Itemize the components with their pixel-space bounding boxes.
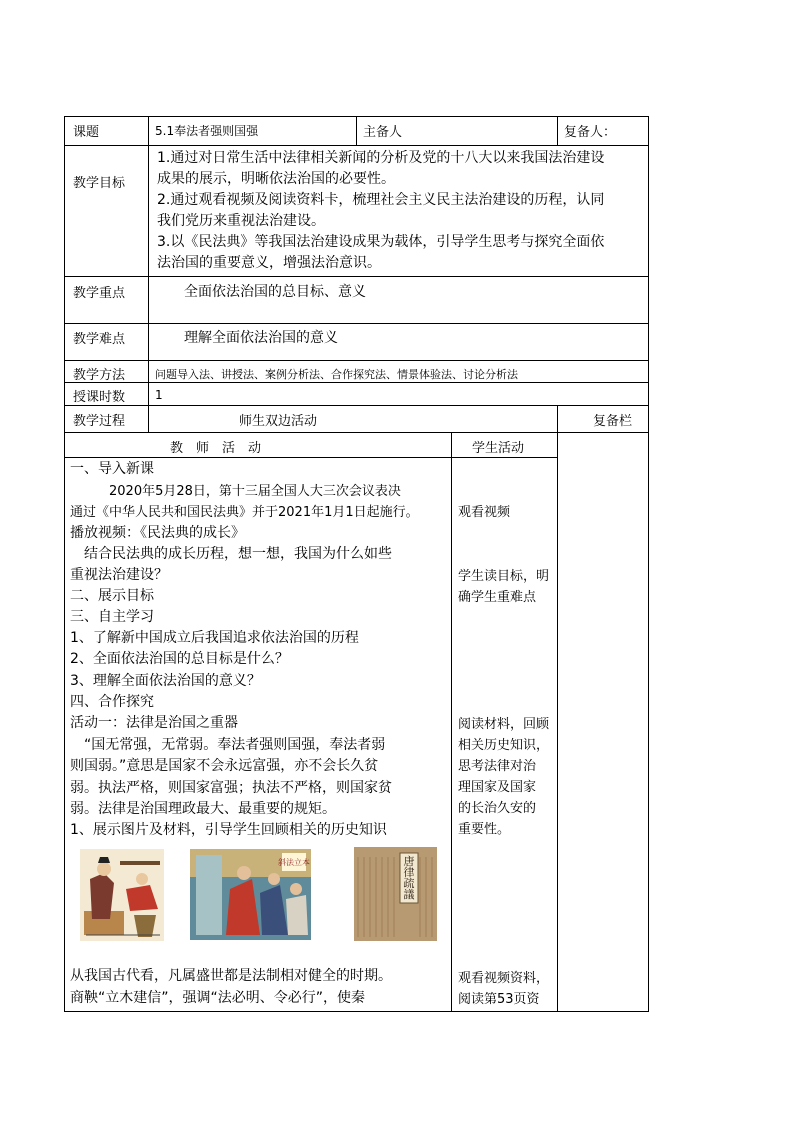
tang-code-book-image [354,847,437,941]
process-label: 教学过程 [73,414,126,429]
activity-header: 师生双边活动 [239,414,318,429]
reviewer-label: 复备人： [564,125,617,140]
hours-label: 授课时数 [73,390,126,405]
teacher-line: 三、自主学习 [70,609,154,625]
lesson-plan-table [64,116,649,1012]
teacher-line: 弱。执法严格，则国家富强；执法不严格，则国家贫 [70,780,392,796]
teacher-line: 商鞅“立木建信”，强调“法必明、令必行”，使秦 [70,990,366,1006]
student-note: 观看视频资料， [458,971,550,986]
method-label: 教学方法 [73,368,126,383]
goals-line: 法治国的重要意义，增强法治意识。 [157,255,381,271]
teacher-line: “国无常强，无常弱。奉法者强则国强，奉法者弱 [70,737,386,753]
student-activity-header: 学生活动 [472,441,525,456]
student-note: 阅读材料，回顾 [458,717,550,732]
hours-value: 1 [155,388,163,402]
student-note: 思考法律对治 [458,759,537,774]
student-note: 重要性。 [458,822,511,837]
book-title: 唐律疏議 [403,855,415,901]
history-illustration-2 [190,849,311,940]
teacher-line: 2020年5月28日，第十三届全国人大三次会议表决 [70,484,401,499]
teacher-line: 四、合作探究 [70,694,154,710]
teacher-line: 弱。法律是治国理政最大、最重要的规矩。 [70,801,336,817]
topic-value: 5.1奉法者强则国强 [155,124,259,138]
history-illustration-1 [80,849,164,941]
student-note: 阅读第53页资 [458,992,540,1007]
goals-line: 1.通过对日常生活中法律相关新闻的分析及党的十八大以来我国法治建设 [157,150,605,166]
method-value: 问题导入法、讲授法、案例分析法、合作探究法、情景体验法、讨论分析法 [155,368,518,381]
teacher-line: 2、全面依法治国的总目标是什么？ [70,651,289,667]
teacher-activity-header: 教 师 活 动 [170,441,262,456]
teacher-line: 从我国古代看，凡属盛世都是法制相对健全的时期。 [70,968,392,984]
goals-line: 成果的展示，明晰依法治国的必要性。 [157,171,395,187]
key-point-label: 教学重点 [73,286,126,301]
teacher-line: 1、了解新中国成立后我国追求依法治国的历程 [70,630,359,646]
difficulty-label: 教学难点 [73,332,126,347]
goals-line: 2.通过观看视频及阅读资料卡，梳理社会主义民主法治建设的历程，认同 [157,192,605,208]
teacher-line: 通过《中华人民共和国民法典》并于2021年1月1日起施行。 [70,505,419,520]
student-note: 确学生重难点 [458,590,537,605]
student-note: 相关历史知识， [458,738,550,753]
goals-line: 3.以《民法典》等我国法治建设成果为载体，引导学生思考与探究全面依 [157,234,605,250]
student-note: 理国家及国家 [458,780,537,795]
teacher-line: 1、展示图片及材料，引导学生回顾相关的历史知识 [70,822,387,838]
teacher-line: 播放视频：《民法典的成长》 [70,525,245,541]
teacher-line: 活动一：法律是治国之重器 [70,715,238,731]
student-note: 观看视频 [458,505,511,520]
illustration-caption: 斜法立本 [278,858,310,867]
review-header: 复备栏 [593,414,633,429]
teacher-line: 则国弱。”意思是国家不会永远富强，亦不会长久贫 [70,758,379,774]
teacher-line: 重视法治建设？ [70,567,168,583]
goals-line: 我们党历来重视法治建设。 [157,213,325,229]
teacher-line: 一、导入新课 [70,461,154,477]
preparer-label: 主备人 [363,125,403,140]
student-note: 的长治久安的 [458,801,537,816]
teacher-line: 3、理解全面依法治国的意义？ [70,673,261,689]
difficulty-value: 理解全面依法治国的意义 [184,330,338,346]
student-note: 学生读目标，明 [458,569,550,584]
teacher-line: 二、展示目标 [70,588,154,604]
key-point-value: 全面依法治国的总目标、意义 [184,284,366,300]
teacher-line: 结合民法典的成长历程，想一想，我国为什么如些 [70,546,392,562]
topic-label: 课题 [73,125,100,140]
goals-label: 教学目标 [73,176,126,191]
